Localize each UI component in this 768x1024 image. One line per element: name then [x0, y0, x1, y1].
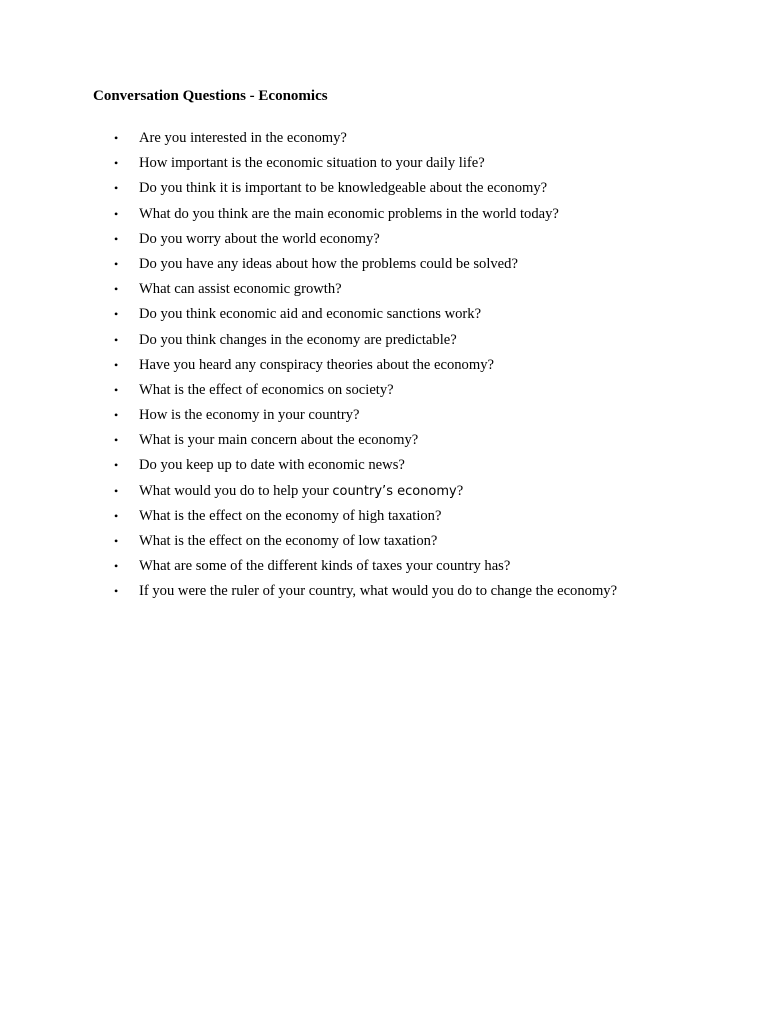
bullet-icon: •	[114, 307, 119, 322]
bullet-icon: •	[114, 131, 119, 145]
bullet-icon: •	[114, 382, 119, 397]
bullet-icon: •	[114, 282, 119, 297]
question-text: Do you worry about the world economy?	[139, 230, 380, 247]
question-text: How is the economy in your country?	[139, 407, 360, 424]
list-item	[0, 129, 768, 154]
question-text: Do you keep up to date with economic news?	[139, 457, 405, 474]
list-item	[0, 406, 768, 431]
list-item	[0, 255, 768, 280]
bullet-icon: •	[114, 408, 119, 423]
list-item	[0, 482, 768, 507]
bullet-icon: •	[114, 231, 119, 246]
bullet-icon: •	[114, 508, 119, 523]
list-item	[0, 305, 768, 330]
list-item	[0, 356, 768, 381]
list-item	[0, 381, 768, 406]
question-list	[0, 129, 768, 608]
question-text: What is the effect on the economy of low taxation?	[139, 533, 438, 549]
bullet-icon: •	[114, 206, 119, 221]
bullet-icon: •	[114, 433, 119, 448]
question-text: Do you think changes in the economy are predictable?	[139, 331, 457, 348]
question-text: If you were the ruler of your country, what would you do to change the economy?	[139, 583, 618, 600]
bullet-icon: •	[114, 156, 119, 171]
bullet-icon: •	[114, 458, 119, 473]
list-item	[0, 280, 768, 305]
list-item	[0, 582, 768, 607]
question-text: What is the effect on the economy of high taxation?	[139, 507, 442, 524]
list-item	[0, 507, 768, 532]
bullet-icon: •	[114, 559, 119, 574]
question-text: What do you think are the main economic problems in the world today?	[139, 205, 559, 222]
question-text-part: ?	[456, 482, 464, 499]
question-text: Do you think it is important to be knowledgeable about the economy?	[139, 180, 548, 197]
bullet-icon: •	[114, 357, 119, 372]
bullet-icon: •	[114, 483, 119, 498]
bullet-icon: •	[114, 332, 119, 347]
question-text: What can assist economic growth?	[139, 281, 342, 298]
list-item	[0, 532, 768, 557]
list-item	[0, 230, 768, 255]
document-title: Conversation Questions - Economics	[93, 88, 328, 104]
question-text-part: What would you do to help your	[139, 482, 333, 499]
question-text: Have you heard any conspiracy theories about the economy?	[139, 356, 494, 373]
question-text: What is the effect of economics on society?	[139, 381, 394, 398]
question-text: How important is the economic situation to your daily life?	[139, 155, 485, 172]
bullet-icon: •	[114, 181, 119, 196]
list-item	[0, 456, 768, 481]
question-text: Do you think economic aid and economic sanctions work?	[139, 306, 482, 323]
question-text: What are some of the different kinds of taxes your country has?	[139, 558, 511, 575]
question-text	[139, 482, 463, 501]
bullet-icon: •	[114, 584, 119, 599]
question-text-part: country’s economy	[332, 483, 457, 499]
list-item	[0, 431, 768, 456]
question-text: What is your main concern about the economy?	[139, 432, 419, 449]
bullet-icon: •	[114, 256, 119, 271]
list-item	[0, 557, 768, 582]
list-item	[0, 154, 768, 179]
list-item	[0, 205, 768, 230]
bullet-icon: •	[114, 534, 119, 548]
question-text: Do you have any ideas about how the problems could be solved?	[139, 255, 518, 272]
list-item	[0, 179, 768, 204]
list-item	[0, 331, 768, 356]
question-text: Are you interested in the economy?	[139, 130, 347, 146]
